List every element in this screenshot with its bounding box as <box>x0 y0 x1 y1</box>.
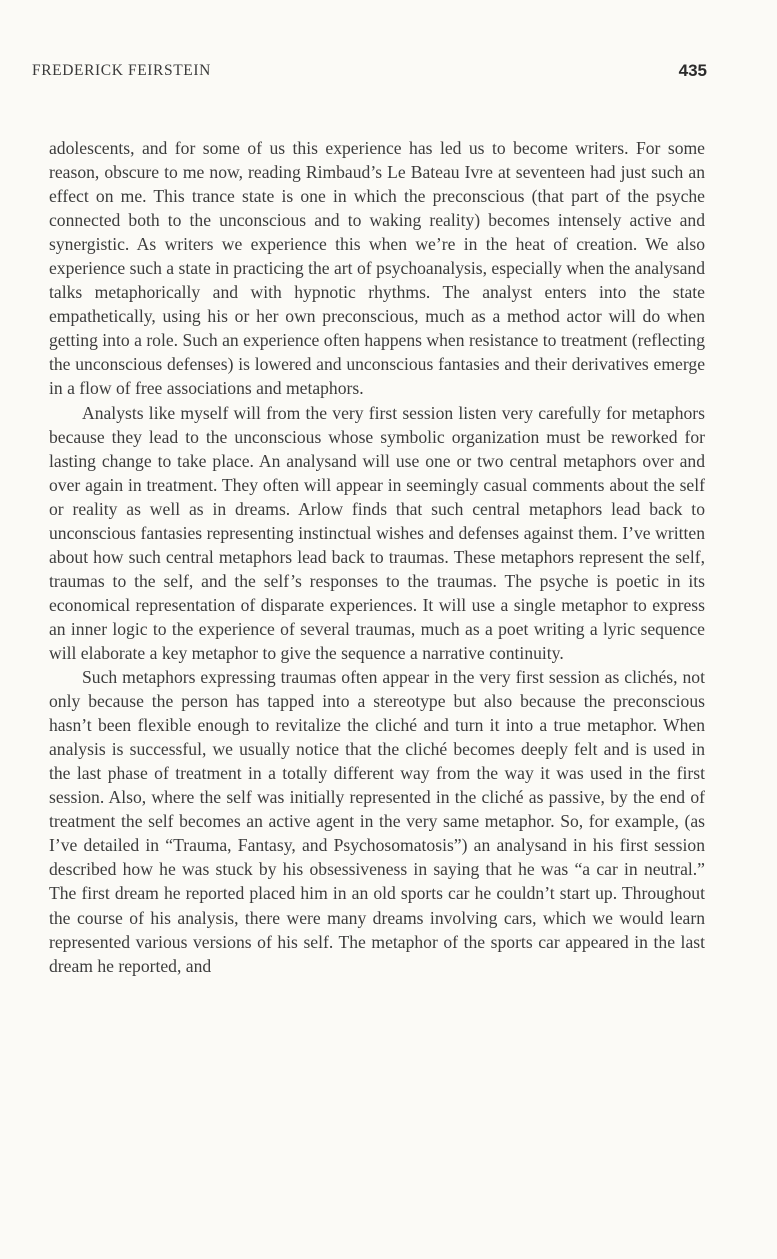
running-head-author: FREDERICK FEIRSTEIN <box>32 62 211 79</box>
paragraph: Such metaphors expressing traumas often appear in the very first session as clichés, not only because the person has tapped into a stereotype but also because the preconscious hasn’t been flexible enough to revitalize the cliché and turn it into a true metaphor. When analysis is successful, we usually notice that the cliché becomes deeply felt and is used in the last phase of treatment in a totally different way from the way it was used in the first session. Also, where the self was initially represented in the cliché as passive, by the end of treatment the self becomes an active agent in the very same metaphor. So, for example, (as I’ve detailed in “Trauma, Fantasy, and Psychosomatosis”) an analysand in his first session described how he was stuck by his obsessiveness in saying that he was “a car in neutral.” The first dream he reported placed him in an old sports car he couldn’t start up. Throughout the course of his analysis, there were many dreams involving cars, which we would learn represented various versions of his self. The metaphor of the sports car appeared in the last dream he reported, and <box>49 667 705 976</box>
paragraph: adolescents, and for some of us this experience has led us to become writers. For some reason, obscure to me now, reading Rimbaud’s Le Bateau Ivre at seventeen had just such an effect on me. This trance state is one in which the preconscious (that part of the psyche connected both to the unconscious and to waking reality) becomes intensely active and synergistic. As writers we experience this when we’re in the heat of creation. We also experience such a state in practicing the art of psychoanalysis, especially when the analysand talks metaphorically and with hypnotic rhythms. The analyst enters into the state empathetically, using his or her own preconscious, much as a method actor will do when getting into a role. Such an experience often happens when resistance to treatment (reflecting the unconscious defenses) is lowered and unconscious fantasies and their derivatives emerge in a flow of free associations and metaphors. <box>49 138 705 399</box>
paragraph: Analysts like myself will from the very first session listen very carefully for metaphors because they lead to the unconscious whose symbolic organization must be reworked for lasting change to take place. An analysand will use one or two central metaphors over and over again in treatment. They often will appear in seemingly casual comments about the self or reality as well as in dreams. Arlow finds that such central metaphors lead back to unconscious fantasies representing instinctual wishes and defenses against them. I’ve written about how such central metaphors lead back to traumas. These metaphors represent the self, traumas to the self, and the self’s responses to the traumas. The psyche is poetic in its economical representation of disparate experiences. It will use a single metaphor to express an inner logic to the experience of several traumas, much as a poet writing a lyric sequence will elaborate a key metaphor to give the sequence a narrative continuity. <box>49 402 705 663</box>
body-text <box>49 136 705 978</box>
page-number: 435 <box>678 61 707 80</box>
running-head <box>32 62 707 86</box>
